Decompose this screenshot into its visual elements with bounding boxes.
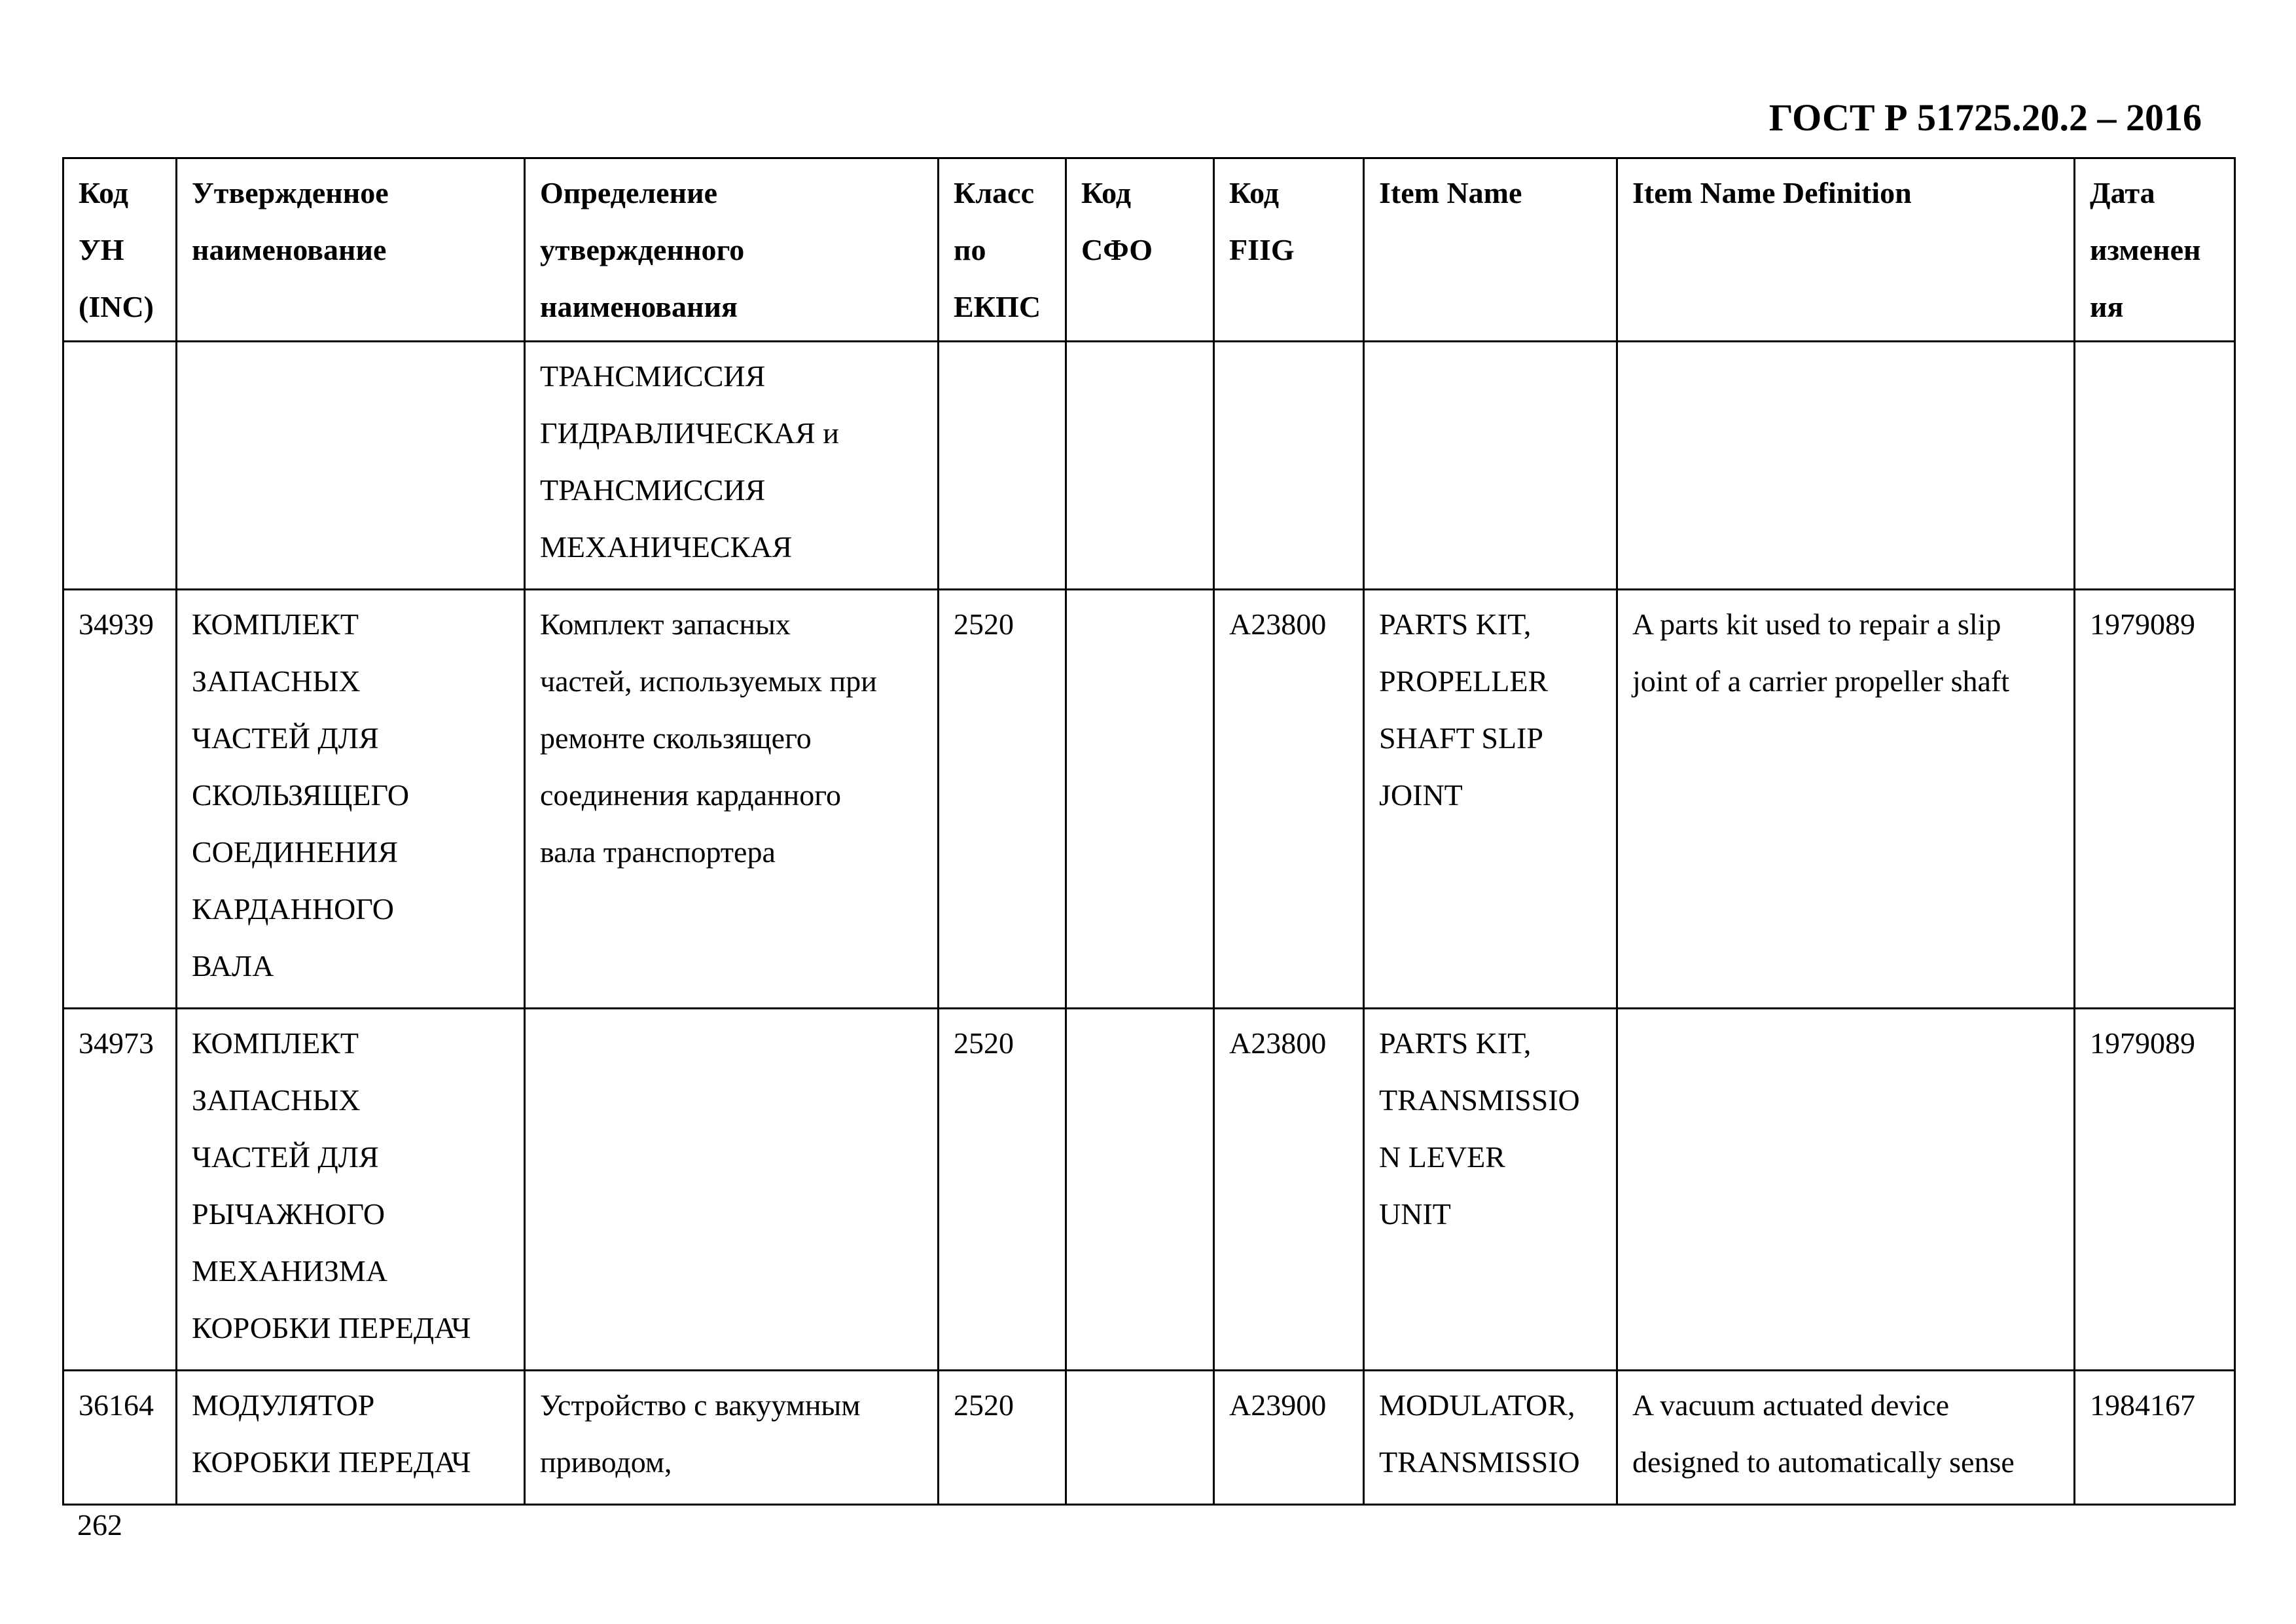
table-row [63, 342, 2235, 590]
cell-change-date: 1979089 [2075, 1009, 2235, 1371]
header-sfo-code: Код СФО [1066, 158, 1214, 342]
table-row [63, 1009, 2235, 1371]
cell-ekps-class: 2520 [939, 1009, 1066, 1371]
cell-sfo-code [1066, 590, 1214, 1009]
cell-change-date: 1979089 [2075, 590, 2235, 1009]
cell-item-name-definition: A parts kit used to repair a slip joint of a carrier propeller shaft [1617, 590, 2075, 1009]
header-approved-name: Утвержденное наименование [177, 158, 525, 342]
cell-sfo-code [1066, 1009, 1214, 1371]
cell-inc-code: 34973 [63, 1009, 177, 1371]
cell-definition: Комплект запасных частей, используемых при ремонте скользящего соединения карданного вала транспортера [525, 590, 939, 1009]
table-row [63, 590, 2235, 1009]
cell-sfo-code [1066, 342, 1214, 590]
cell-approved-name [177, 342, 525, 590]
cell-fiig-code: A23900 [1214, 1371, 1364, 1505]
header-fiig-code: Код FIIG [1214, 158, 1364, 342]
cell-item-name-definition [1617, 1009, 2075, 1371]
cell-inc-code: 36164 [63, 1371, 177, 1505]
cell-item-name-definition [1617, 342, 2075, 590]
header-item-name-definition: Item Name Definition [1617, 158, 2075, 342]
cell-item-name: MODULATOR, TRANSMISSIO [1364, 1371, 1617, 1505]
cell-fiig-code: A23800 [1214, 1009, 1364, 1371]
document-header: ГОСТ Р 51725.20.2 – 2016 [1768, 96, 2202, 139]
header-inc-code: Код УН (INC) [63, 158, 177, 342]
page-number: 262 [77, 1508, 122, 1542]
cell-ekps-class: 2520 [939, 590, 1066, 1009]
cell-item-name: PARTS KIT, PROPELLER SHAFT SLIP JOINT [1364, 590, 1617, 1009]
cell-sfo-code [1066, 1371, 1214, 1505]
cell-ekps-class: 2520 [939, 1371, 1066, 1505]
classification-table [62, 157, 2236, 1506]
cell-fiig-code [1214, 342, 1364, 590]
cell-approved-name: МОДУЛЯТОР КОРОБКИ ПЕРЕДАЧ [177, 1371, 525, 1505]
header-item-name: Item Name [1364, 158, 1617, 342]
header-change-date: Дата изменен ия [2075, 158, 2235, 342]
classification-table-container [62, 157, 2234, 1506]
header-definition: Определение утвержденного наименования [525, 158, 939, 342]
cell-item-name-definition: A vacuum actuated device designed to automatically sense [1617, 1371, 2075, 1505]
table-header-row [63, 158, 2235, 342]
cell-inc-code [63, 342, 177, 590]
cell-fiig-code: A23800 [1214, 590, 1364, 1009]
cell-change-date: 1984167 [2075, 1371, 2235, 1505]
cell-item-name [1364, 342, 1617, 590]
table-row [63, 1371, 2235, 1505]
cell-definition: ТРАНСМИССИЯ ГИДРАВЛИЧЕСКАЯ и ТРАНСМИССИЯ МЕХАНИЧЕСКАЯ [525, 342, 939, 590]
cell-inc-code: 34939 [63, 590, 177, 1009]
cell-definition: Устройство с вакуумным приводом, [525, 1371, 939, 1505]
header-ekps-class: Класс по ЕКПС [939, 158, 1066, 342]
cell-approved-name: КОМПЛЕКТ ЗАПАСНЫХ ЧАСТЕЙ ДЛЯ РЫЧАЖНОГО МЕХАНИЗМА КОРОБКИ ПЕРЕДАЧ [177, 1009, 525, 1371]
cell-change-date [2075, 342, 2235, 590]
cell-approved-name: КОМПЛЕКТ ЗАПАСНЫХ ЧАСТЕЙ ДЛЯ СКОЛЬЗЯЩЕГО СОЕДИНЕНИЯ КАРДАННОГО ВАЛА [177, 590, 525, 1009]
cell-ekps-class [939, 342, 1066, 590]
cell-definition [525, 1009, 939, 1371]
cell-item-name: PARTS KIT, TRANSMISSIO N LEVER UNIT [1364, 1009, 1617, 1371]
